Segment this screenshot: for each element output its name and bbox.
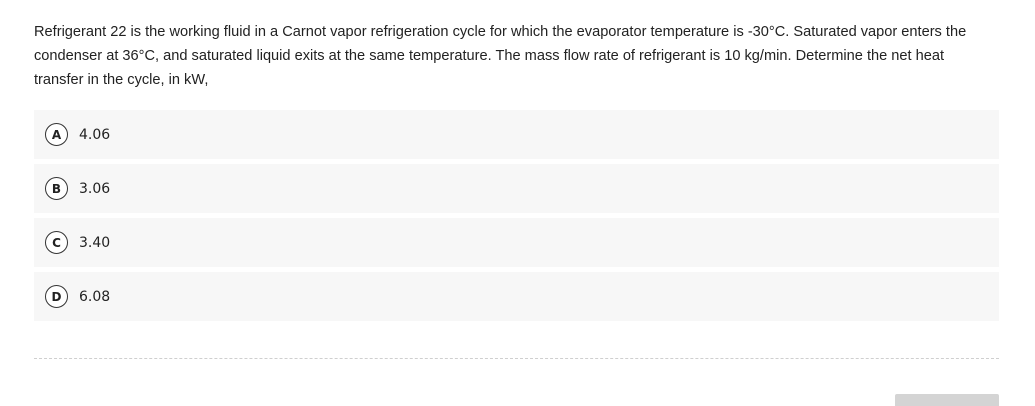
divider [34,358,999,359]
option-value: 3.06 [79,180,111,197]
option-value: 6.08 [79,288,111,305]
question-text: Refrigerant 22 is the working fluid in a Carnot vapor refrigeration cycle for which the evaporator temperature is -30°C. Saturated vapor enters the condenser at 36°C, and saturated liquid exits at the same temperature. The mass flow rate of refrigerant is 10 kg/min. Determine the net heat transfer in the cycle, in kW, [34,24,967,88]
option-c[interactable] [34,218,999,267]
option-b[interactable] [34,164,999,213]
option-letter-badge: B [45,177,68,200]
option-a[interactable] [34,110,999,159]
option-value: 4.06 [79,126,111,143]
answer-options [34,110,999,326]
option-letter-badge: D [45,285,68,308]
option-d[interactable] [34,272,999,321]
submit-button[interactable] [895,394,999,406]
option-letter-badge: A [45,123,68,146]
option-value: 3.40 [79,234,111,251]
option-letter-badge: C [45,231,68,254]
